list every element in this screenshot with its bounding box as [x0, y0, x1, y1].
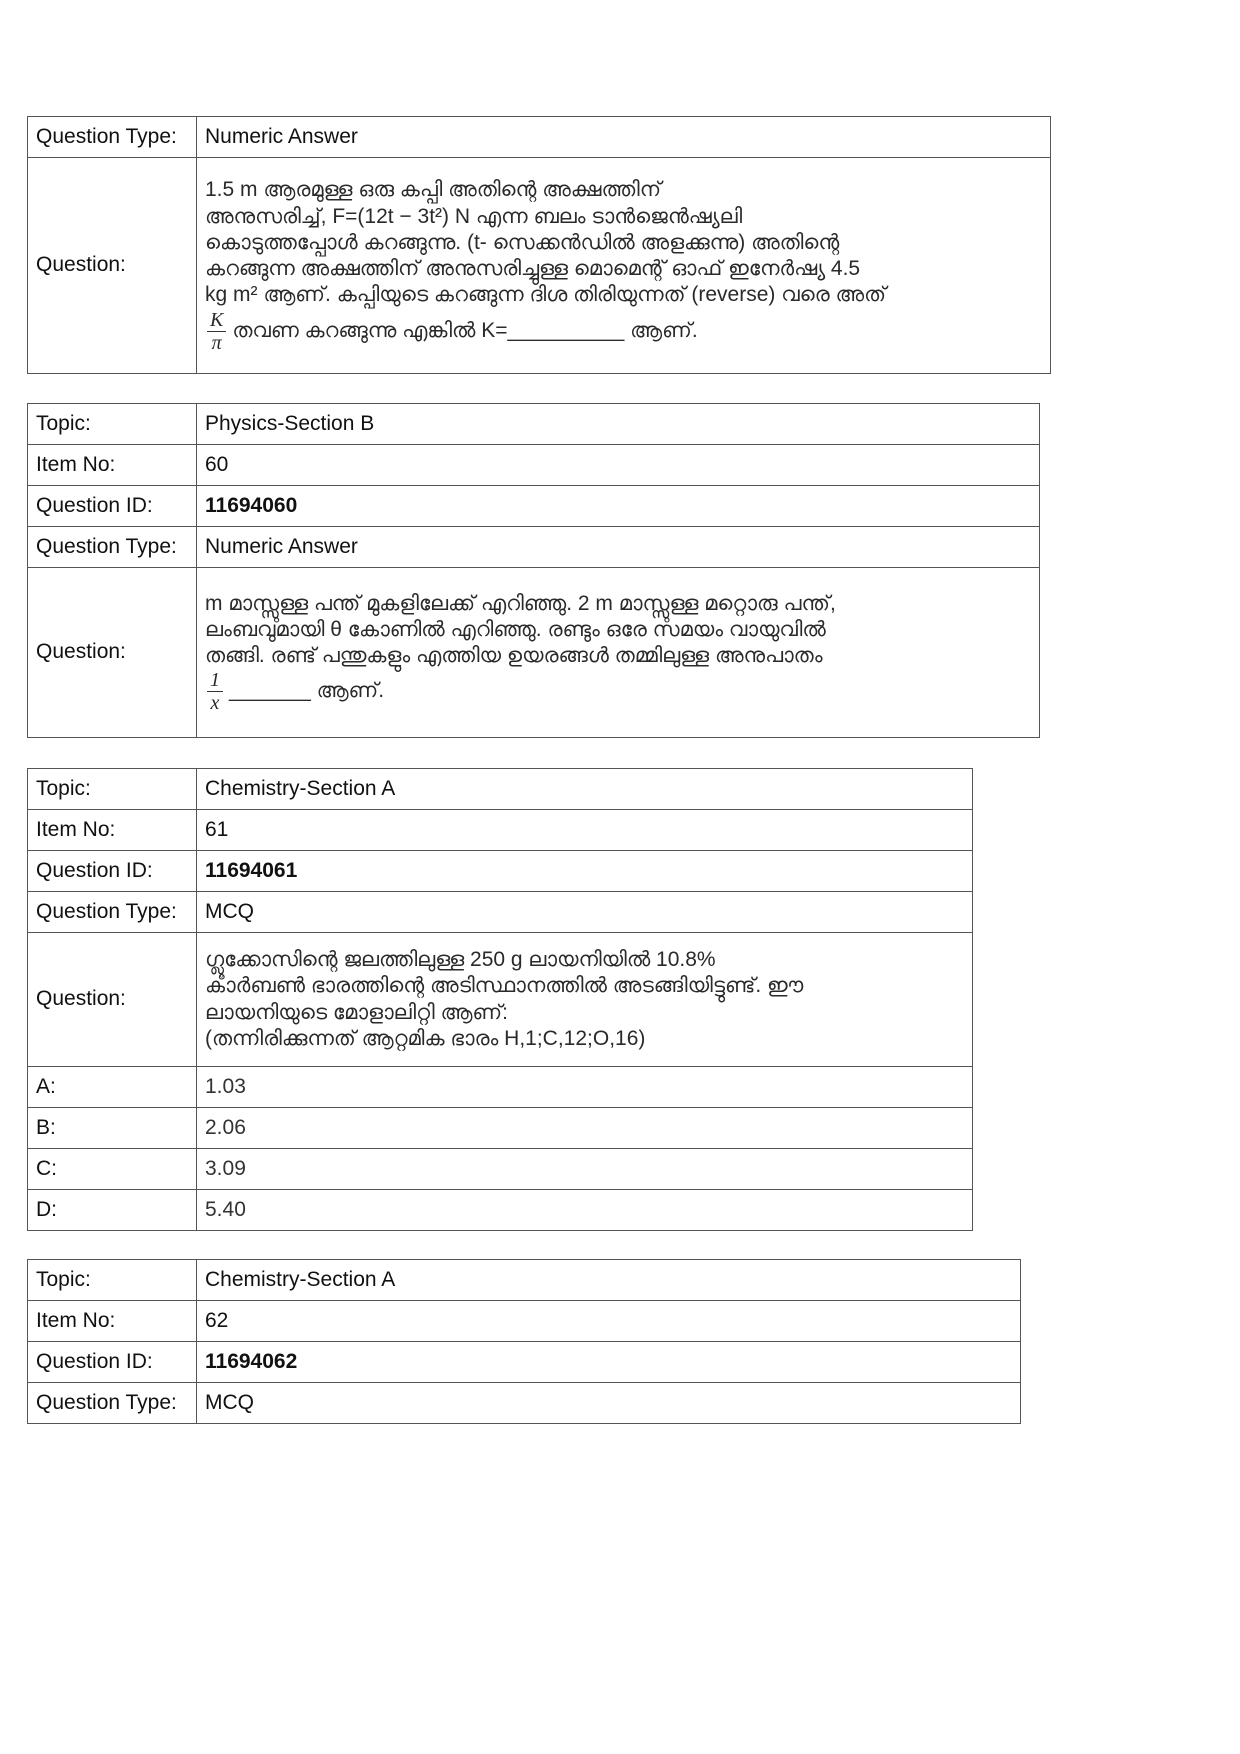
fraction-denominator: x [210, 692, 220, 715]
option-row [28, 1067, 973, 1108]
question-type-label: Question Type: [28, 527, 197, 568]
fraction-numerator: K [207, 309, 226, 332]
option-row [28, 1190, 973, 1231]
fraction-numerator: 1 [207, 669, 223, 692]
option-label: C: [28, 1149, 197, 1190]
question-label: Question: [28, 568, 197, 738]
option-label: B: [28, 1108, 197, 1149]
question-id-row [28, 851, 973, 892]
question-line: ലായനിയുടെ മോളാലിറ്റി ആണ്: [205, 1000, 508, 1024]
question-id-label: Question ID: [28, 851, 197, 892]
option-row [28, 1149, 973, 1190]
question-line-end: തവണ കറങ്ങുന്നു എങ്കിൽ K=__________ ആണ്. [232, 318, 698, 342]
question-id-label: Question ID: [28, 486, 197, 527]
question-line-end: _______ ആണ്. [229, 679, 385, 703]
question-type-value: MCQ [197, 1383, 1021, 1424]
question-type-value: Numeric Answer [197, 117, 1051, 158]
topic-row [28, 1260, 1021, 1301]
question-line: ഗ്ലൂക്കോസിന്റെ ജലത്തിലുള്ള 250 g ലായനിയിൽ 10.8% [205, 948, 716, 971]
question-block-60 [27, 403, 1040, 738]
item-no-value: 61 [197, 810, 973, 851]
question-line [205, 669, 1031, 714]
fraction [207, 669, 223, 714]
question-id-row [28, 486, 1040, 527]
question-id-value: 11694062 [197, 1342, 1021, 1383]
question-id-row [28, 1342, 1021, 1383]
fraction-denominator: π [211, 331, 222, 354]
option-row [28, 1108, 973, 1149]
question-block-62 [27, 1259, 1021, 1424]
question-line: കൊടുത്തപ്പോൾ കറങ്ങുന്നു. (t- സെക്കൻഡിൽ അളക്കുന്നു) അതിന്റെ [205, 230, 840, 254]
question-line: കാർബൺ ഭാരത്തിന്റെ അടിസ്ഥാനത്തിൽ അടങ്ങിയിട്ടുണ്ട്. ഈ [205, 974, 804, 998]
question-type-label: Question Type: [28, 892, 197, 933]
question-row [28, 933, 973, 1067]
topic-label: Topic: [28, 1260, 197, 1301]
option-label: D: [28, 1190, 197, 1231]
topic-row [28, 769, 973, 810]
topic-row [28, 404, 1040, 445]
question-type-row [28, 117, 1051, 158]
question-id-value: 11694060 [197, 486, 1040, 527]
item-no-value: 60 [197, 445, 1040, 486]
option-value: 5.40 [197, 1190, 973, 1231]
question-type-label: Question Type: [28, 117, 197, 158]
question-type-row [28, 1383, 1021, 1424]
question-line: തങ്ങി. രണ്ട് പന്തുകളും എത്തിയ ഉയരങ്ങൾ തമ്മിലുള്ള അനുപാതം [205, 644, 823, 668]
question-type-row [28, 892, 973, 933]
option-value: 1.03 [197, 1067, 973, 1108]
topic-label: Topic: [28, 769, 197, 810]
question-id-value: 11694061 [197, 851, 973, 892]
item-no-row [28, 445, 1040, 486]
question-line: 1.5 m ആരമുള്ള ഒരു കപ്പി അതിന്റെ അക്ഷത്തിന് [205, 178, 662, 202]
question-line: അനുസരിച്ച്, F=(12t − 3t²) N എന്ന ബലം ടാൻജെൻഷ്യലി [205, 204, 743, 228]
item-no-label: Item No: [28, 810, 197, 851]
option-label: A: [28, 1067, 197, 1108]
question-line: കറങ്ങുന്ന അക്ഷത്തിന് അനുസരിച്ചുള്ള മൊമെന്റ് ഓഫ് ഇനേർഷ്യ 4.5 [205, 257, 861, 281]
question-row [28, 568, 1040, 738]
item-no-label: Item No: [28, 1301, 197, 1342]
question-block-61 [27, 768, 973, 1231]
question-line [205, 309, 1042, 354]
item-no-row [28, 1301, 1021, 1342]
topic-value: Physics-Section B [197, 404, 1040, 445]
question-text [197, 568, 1040, 738]
option-value: 3.09 [197, 1149, 973, 1190]
question-type-label: Question Type: [28, 1383, 197, 1424]
question-row [28, 158, 1051, 374]
question-line: ലംബവുമായി θ കോണിൽ എറിഞ്ഞു. രണ്ടും ഒരേ സമയം വായുവിൽ [205, 617, 826, 641]
question-line: kg m² ആണ്. കപ്പിയുടെ കറങ്ങുന്ന ദിശ തിരിയുന്നത് (reverse) വരെ അത് [205, 283, 887, 307]
question-type-value: MCQ [197, 892, 973, 933]
item-no-value: 62 [197, 1301, 1021, 1342]
fraction [207, 309, 226, 354]
topic-label: Topic: [28, 404, 197, 445]
option-value: 2.06 [197, 1108, 973, 1149]
topic-value: Chemistry-Section A [197, 1260, 1021, 1301]
question-text [197, 158, 1051, 374]
question-line: (തന്നിരിക്കുന്നത് ആറ്റമിക ഭാരം H,1;C,12;O,16) [205, 1026, 646, 1050]
question-type-value: Numeric Answer [197, 527, 1040, 568]
question-id-label: Question ID: [28, 1342, 197, 1383]
item-no-row [28, 810, 973, 851]
question-type-row [28, 527, 1040, 568]
question-line: m മാസ്സുള്ള പന്ത് മുകളിലേക്ക് എറിഞ്ഞു. 2 m മാസ്സുള്ള മറ്റൊരു പന്ത്, [205, 591, 836, 615]
question-label: Question: [28, 933, 197, 1067]
topic-value: Chemistry-Section A [197, 769, 973, 810]
question-text [197, 933, 973, 1067]
question-label: Question: [28, 158, 197, 374]
question-block-59 [27, 116, 1051, 374]
item-no-label: Item No: [28, 445, 197, 486]
